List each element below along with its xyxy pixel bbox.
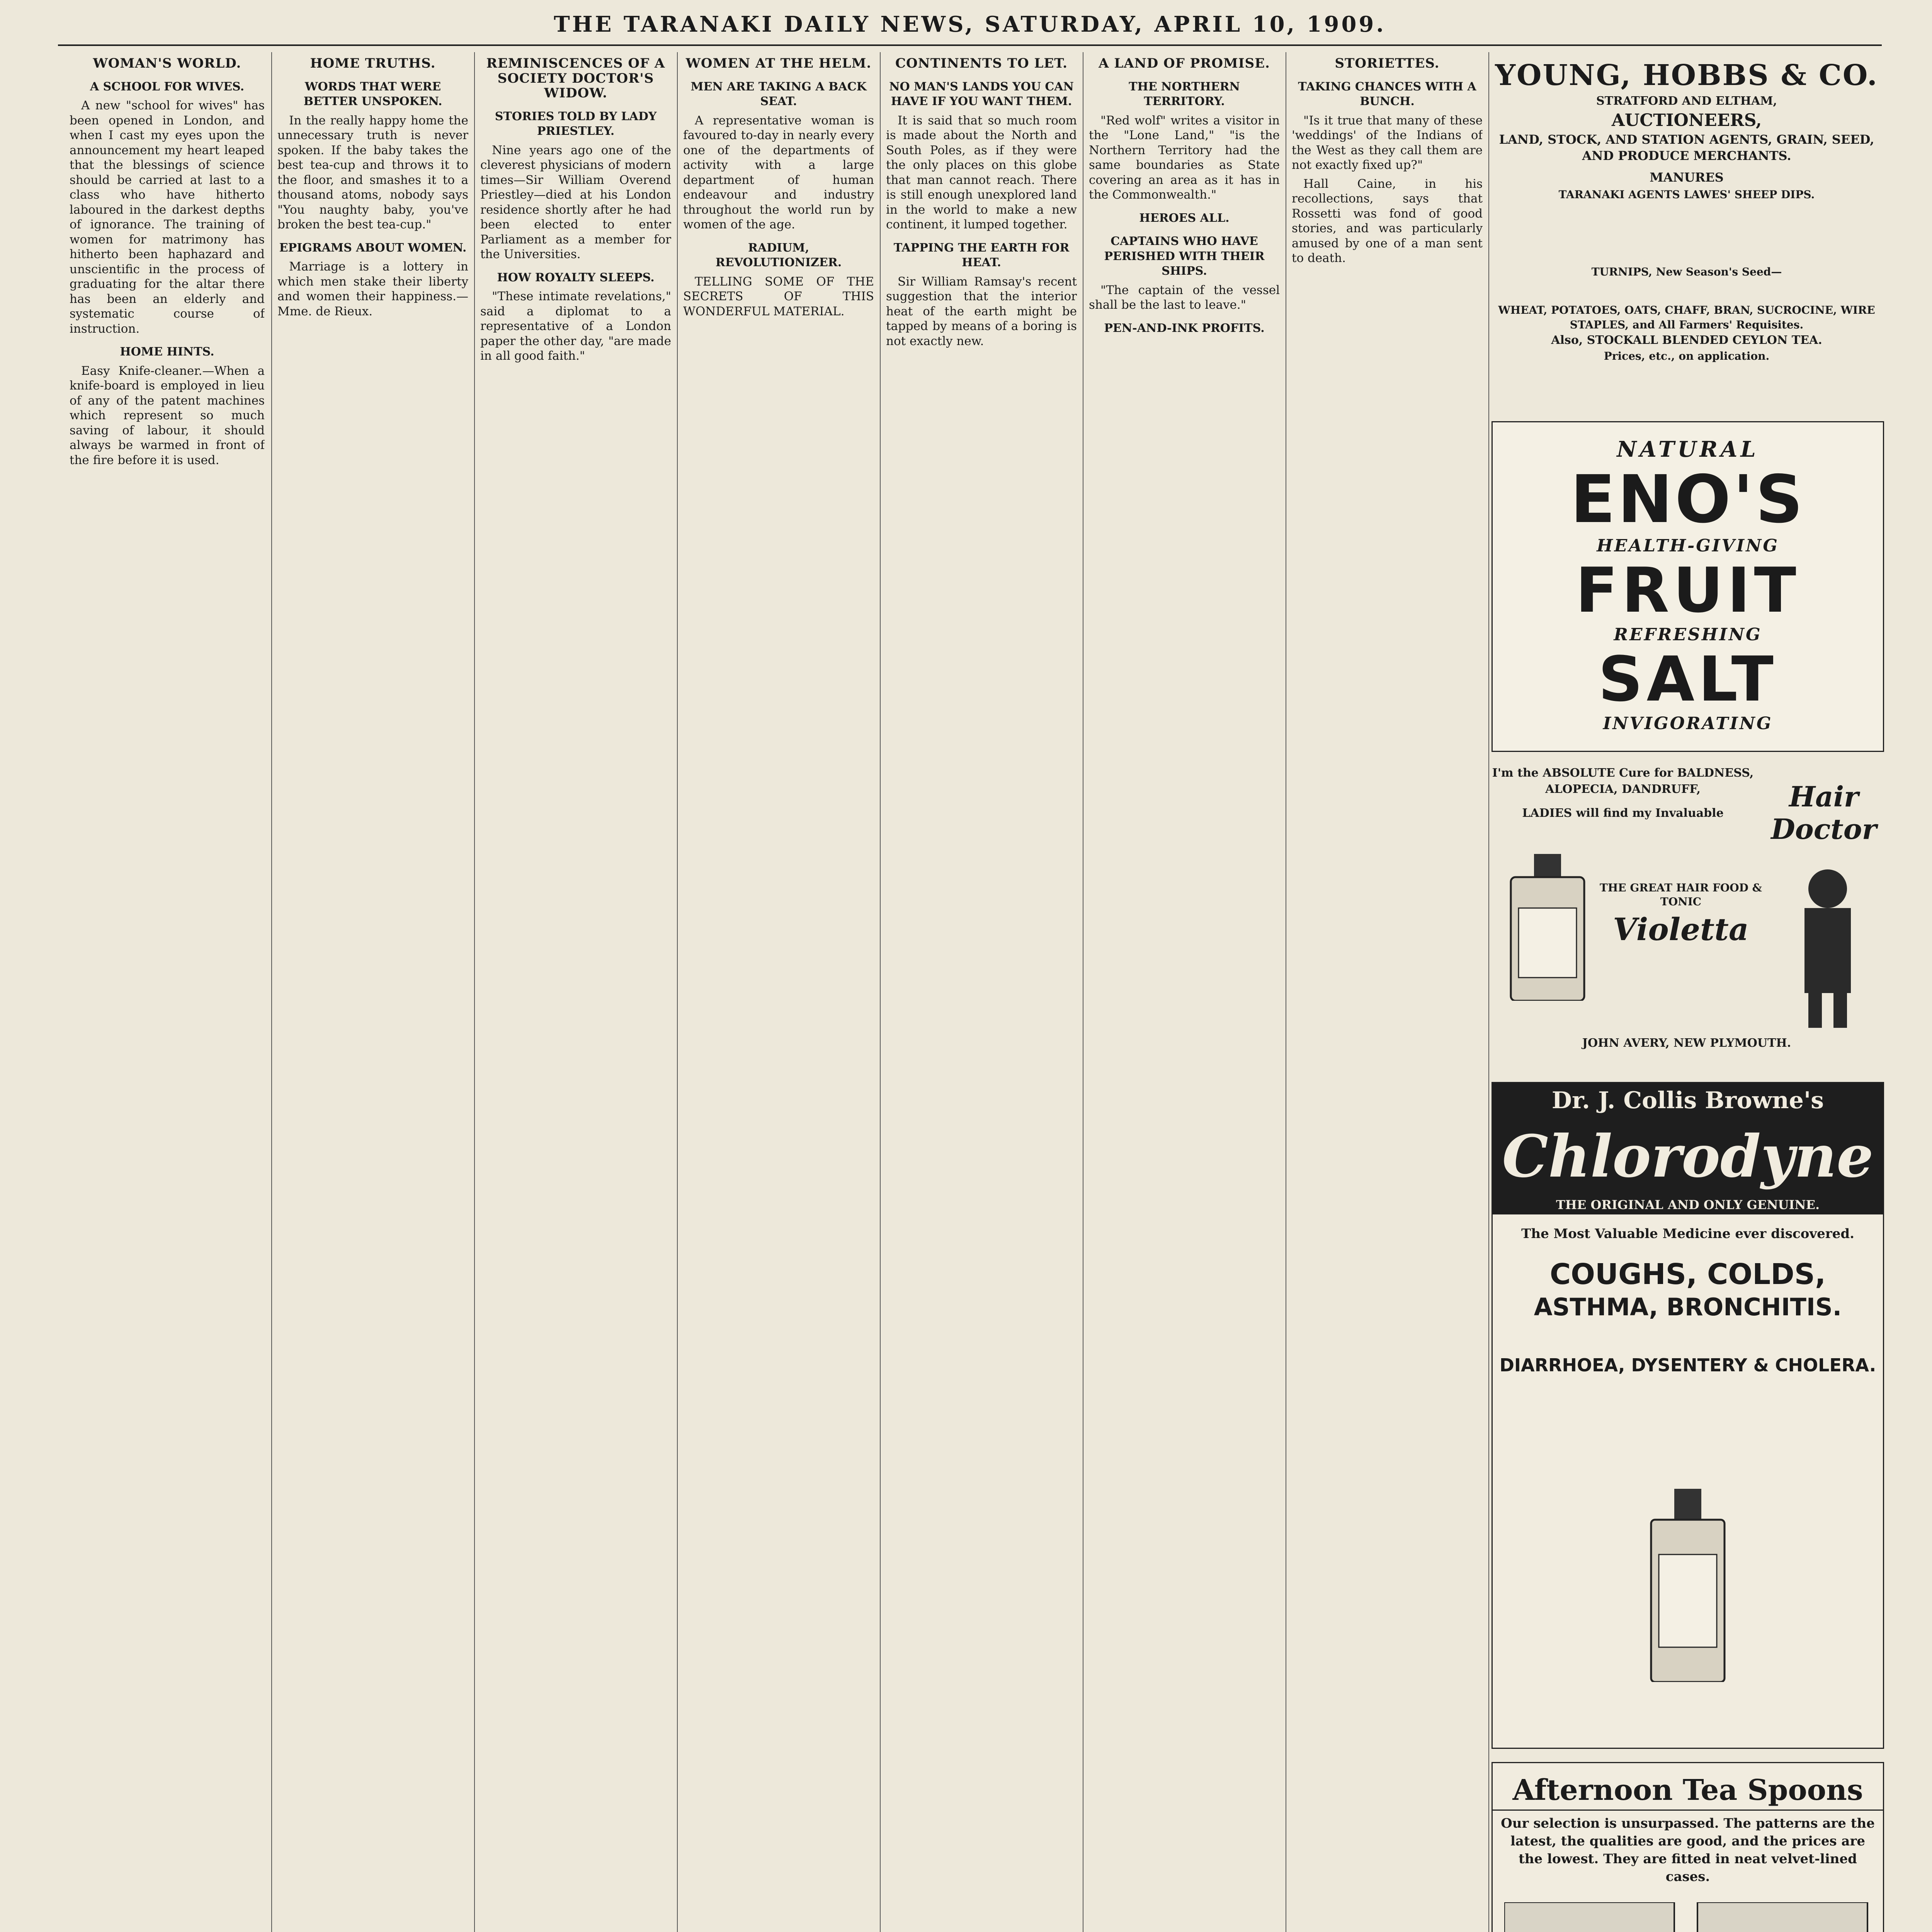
ad-title: Afternoon Tea Spoons	[1493, 1771, 1883, 1811]
ad-line: THE ORIGINAL AND ONLY GENUINE.	[1493, 1195, 1883, 1214]
article-text: "The captain of the vessel shall be the last to leave."	[1089, 283, 1280, 312]
ad-seed-list	[1492, 202, 1882, 264]
masthead-rule	[58, 44, 1882, 46]
ad-line: Prices, etc., on application.	[1604, 350, 1770, 362]
ad-line: LAND, STOCK, AND STATION AGENTS, GRAIN, SEED, AND PRODUCE MERCHANTS.	[1499, 132, 1874, 163]
ad-brand: Violetta	[1613, 911, 1749, 947]
hair-tonic-bottle-icon	[1503, 854, 1592, 1001]
column-reminiscences	[480, 52, 671, 1932]
ad-line: MANURES	[1650, 170, 1724, 185]
ad-line: The Most Valuable Medicine ever discovered.	[1521, 1226, 1854, 1242]
article-subheading: HOME HINTS.	[120, 345, 214, 359]
ad-line: TURNIPS, New Season's Seed—	[1591, 265, 1782, 278]
column-rule	[474, 52, 475, 1932]
ad-brand: SALT	[1598, 643, 1777, 715]
article-heading: STORIETTES.	[1335, 56, 1440, 71]
ad-line: WHEAT, POTATOES, OATS, CHAFF, BRAN, SUCROCINE, WIRE STAPLES, and All Farmers' Requisites.	[1498, 304, 1875, 331]
article-heading: CONTINENTS TO LET.	[895, 56, 1068, 71]
article-text: A new "school for wives" has been opened in London, and when I cast my eyes upon the announcement my heart leaped that the blessings of science should be carried at last to a class who have hitherto laboured in the darkest depths of ignorance. The training of women for matrimony has hitherto been haphazard and unscientific in the process of graduating for the altar there has been an elderly and systematic course of instruction.	[70, 99, 265, 336]
article-text: "Is it true that many of these 'weddings' of the Indians of the West as they call them are not exactly fixed up?"	[1292, 113, 1483, 172]
ad-line: NATURAL	[1617, 437, 1759, 462]
column-rule	[677, 52, 678, 1932]
ad-line: Dr. J. Collis Browne's	[1493, 1083, 1883, 1118]
ad-agent: JOHN AVERY, NEW PLYMOUTH.	[1582, 1036, 1791, 1050]
article-subheading: HOW ROYALTY SLEEPS.	[497, 270, 655, 284]
column-continents-to-let	[886, 52, 1077, 1932]
ad-seed-list	[1492, 280, 1882, 303]
column-women-at-helm	[683, 52, 874, 1932]
article-text: Easy Knife-cleaner.—When a knife-board is employed in lieu of any of the patent machines which represent so much saving of labour, it should always be warmed in front of the fire before it is used.	[70, 364, 265, 467]
column-home-truths	[277, 52, 468, 1932]
column-storiettes	[1292, 52, 1483, 1932]
ad-line: Also, STOCKALL BLENDED CEYLON TEA.	[1551, 333, 1822, 347]
ad-line: REFRESHING	[1614, 625, 1762, 645]
ad-stewart-dawson	[1492, 1762, 1884, 1932]
article-heading: WOMEN AT THE HELM.	[685, 56, 872, 71]
medicine-bottle-icon	[1639, 1489, 1736, 1682]
article-heading: WOMAN'S WORLD.	[93, 56, 242, 71]
article-subheading: MEN ARE TAKING A BACK SEAT.	[690, 80, 867, 108]
article-text: In the really happy home the unnecessary truth is never spoken. If the baby takes the best tea-cup and throws it to the floor, and smashes it to a thousand atoms, nobody says "You naughty baby, you've broken the best tea-cup."	[277, 113, 468, 231]
ad-line: THE GREAT HAIR FOOD & TONIC	[1600, 881, 1762, 908]
ad-enos-fruit-salt	[1492, 421, 1884, 752]
article-subheading: A SCHOOL FOR WIVES.	[90, 80, 245, 94]
ad-line: ASTHMA, BRONCHITIS.	[1534, 1293, 1842, 1321]
ad-brand: FRUIT	[1575, 554, 1800, 626]
ad-divider	[1493, 1323, 1883, 1354]
article-subheading: TAPPING THE EARTH FOR HEAT.	[893, 241, 1070, 269]
ad-line: LADIES will find my Invaluable	[1522, 806, 1724, 820]
article-text: Hall Caine, in his recollections, says that Rossetti was fond of good stories, and was particularly amused by one of a man sent to death.	[1292, 177, 1483, 265]
article-subheading: TAKING CHANCES WITH A BUNCH.	[1298, 80, 1476, 108]
ad-body: Our selection is unsurpassed. The patterns are the latest, the qualities are good, and the prices are the lowest. They are fitted in neat velvet-lined cases.	[1501, 1816, 1875, 1884]
article-subheading: EPIGRAMS ABOUT WOMEN.	[279, 241, 467, 255]
ad-line: INVIGORATING	[1603, 714, 1773, 733]
article-subheading: HEROES ALL.	[1139, 211, 1230, 225]
ad-title: YOUNG, HOBBS & CO.	[1495, 59, 1878, 92]
article-text: A representative woman is favoured to-day in nearly every one of the departments of activity with a large department of human endeavour and industry throughout the world run by women of the age.	[683, 113, 874, 231]
article-subheading: WORDS THAT WERE BETTER UNSPOKEN.	[303, 80, 442, 108]
article-text: "Red wolf" writes a visitor in the "Lone Land," "is the Northern Territory had the same boundaries as State covering an area as it has in the Commonwealth."	[1089, 113, 1280, 202]
article-text: It is said that so much room is made about the North and South Poles, as if they were the only places on this globe that man cannot reach. There is still enough unexplored land in the world to make a new continent, it lumped together.	[886, 113, 1077, 231]
ad-brand: Hair Doctor	[1771, 780, 1877, 845]
column-land-of-promise	[1089, 52, 1280, 1932]
article-text: Sir William Ramsay's recent suggestion that the interior heat of the earth might be tapped by means of a boring is not exactly new.	[886, 274, 1077, 348]
column-womans-world	[70, 52, 265, 1932]
article-text: Nine years ago one of the cleverest physicians of modern times—Sir William Overend Priestley—died at his London residence shortly after he had been elected to enter Parliament as a member for the Universities.	[480, 143, 671, 261]
ad-violetta	[1492, 765, 1882, 1066]
article-text: TELLING SOME OF THE SECRETS OF THIS WONDERFUL MATERIAL.	[683, 274, 874, 318]
article-text: "These intimate revelations," said a diplomat to a representative of a London paper the other day, "are made in all good faith."	[480, 289, 671, 363]
article-heading: REMINISCENCES OF A SOCIETY DOCTOR'S WIDOW.	[486, 56, 665, 101]
ad-line: TARANAKI AGENTS LAWES' SHEEP DIPS.	[1558, 188, 1815, 201]
article-subheading: NO MAN'S LANDS YOU CAN HAVE IF YOU WANT THEM.	[889, 80, 1074, 108]
ad-line: HEALTH-GIVING	[1597, 536, 1779, 556]
article-subheading: PEN-AND-INK PROFITS.	[1104, 321, 1265, 335]
article-subheading: RADIUM, REVOLUTIONIZER.	[715, 241, 842, 269]
article-subheading: CAPTAINS WHO HAVE PERISHED WITH THEIR SHIPS.	[1104, 235, 1265, 278]
ad-young-hobbs	[1492, 58, 1882, 406]
ad-chlorodyne	[1492, 1082, 1884, 1749]
masthead: THE TARANAKI DAILY NEWS, SATURDAY, APRIL 10, 1909.	[554, 12, 1386, 37]
article-subheading: STORIES TOLD BY LADY PRIESTLEY.	[495, 109, 657, 138]
doctor-figure-icon	[1785, 866, 1870, 1028]
column-rule	[1488, 52, 1489, 1932]
article-heading: A LAND OF PROMISE.	[1099, 56, 1270, 71]
ad-line: DIARRHOEA, DYSENTERY & CHOLERA.	[1499, 1355, 1876, 1376]
column-rule	[271, 52, 272, 1932]
article-heading: HOME TRUTHS.	[310, 56, 436, 71]
article-text: Marriage is a lottery in which men stake their liberty and women their happiness.—Mme. de Rieux.	[277, 260, 468, 318]
ad-brand: Chlorodyne	[1493, 1118, 1883, 1195]
ad-line: AUCTIONEERS,	[1611, 111, 1762, 130]
article-subheading: THE NORTHERN TERRITORY.	[1129, 80, 1240, 108]
tea-spoons-illustration-icon	[1504, 1902, 1871, 1932]
ad-brand: ENO'S	[1570, 461, 1805, 538]
column-rule	[880, 52, 881, 1932]
ad-line: COUGHS, COLDS,	[1549, 1258, 1826, 1291]
ad-subtitle: STRATFORD AND ELTHAM,	[1596, 94, 1777, 108]
ad-line: I'm the ABSOLUTE Cure for BALDNESS, ALOPECIA, DANDRUFF,	[1492, 766, 1754, 796]
